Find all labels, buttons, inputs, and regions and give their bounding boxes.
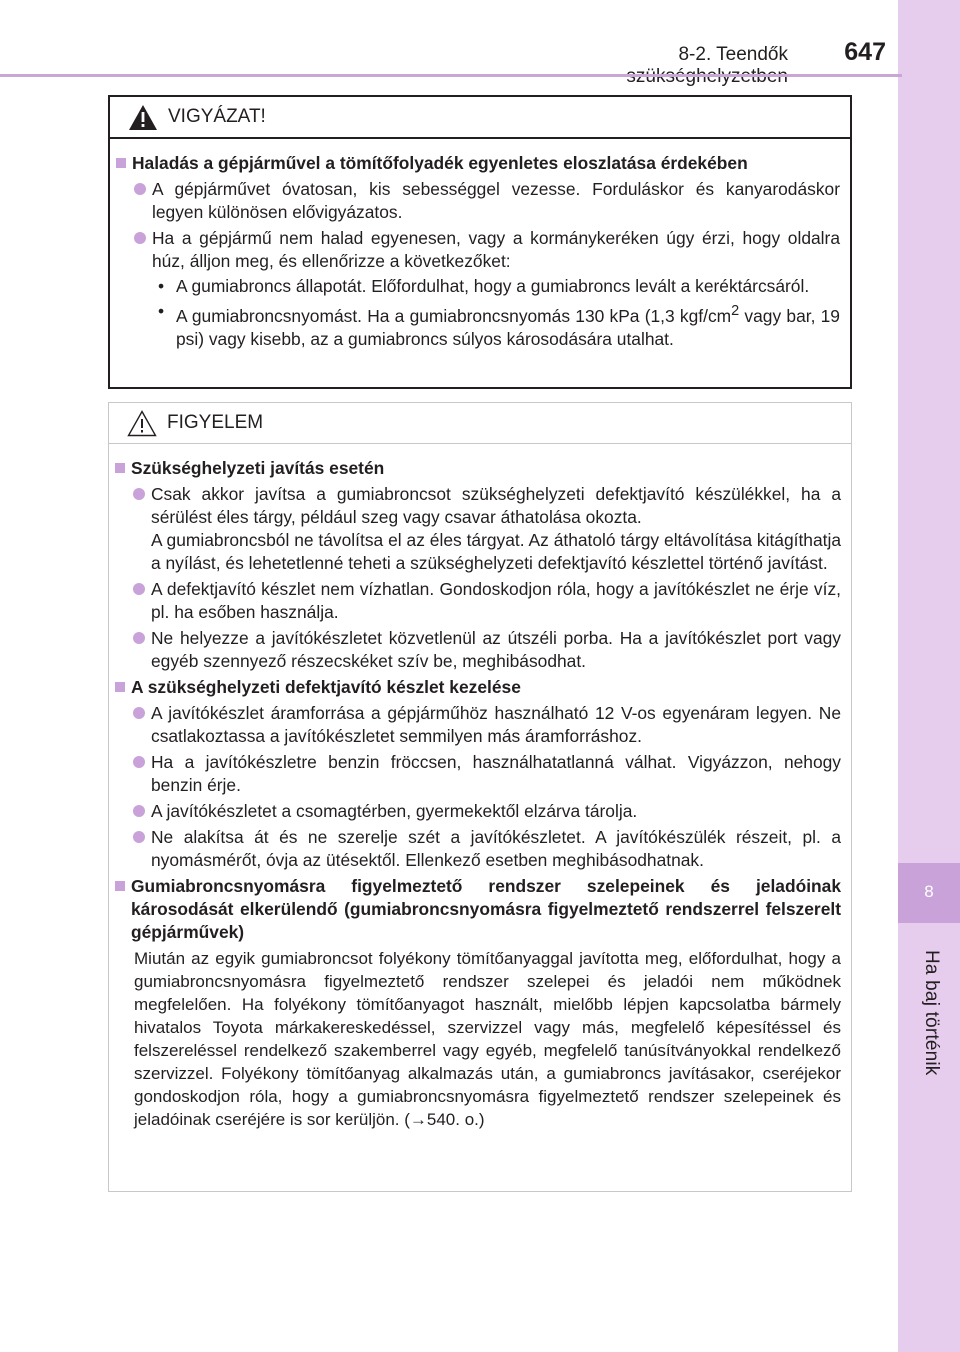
list-item: Ha a gépjármű nem halad egyenesen, vagy a kormánykeréken úgy érzi, hogy oldalra húz, álljon meg, és ellenőrizze a következőket: [116, 227, 840, 273]
dot-bullet-icon [133, 707, 145, 719]
chapter-title: Ha baj történik [921, 950, 942, 1076]
caution-body [110, 139, 850, 351]
notice-box [108, 402, 852, 1192]
caution-header [110, 97, 850, 139]
dot-bullet-icon [133, 583, 145, 595]
warning-outline-icon [127, 410, 157, 437]
sub-list-item: • A gumiabroncsnyomást. Ha a gumiabroncsnyomás 130 kPa (1,3 kgf/$cm^2$ vagy bar, 19 psi) vagy kisebb, az a gumiabroncs súlyos károsodására utalhat. [158, 301, 840, 349]
dot-bullet-icon [134, 232, 146, 244]
notice-body [109, 444, 851, 1131]
dot-bullet-icon [133, 831, 145, 843]
dot-bullet-icon [133, 632, 145, 644]
notice-header [109, 403, 851, 444]
chapter-number-tab: 8 [898, 863, 960, 923]
list-item: A javítókészletet a csomagtérben, gyermekektől elzárva tárolja. [115, 800, 841, 823]
sub-list-item: • A gumiabroncs állapotát. Előfordulhat, hogy a gumiabroncs levált a keréktárcsáról. [158, 276, 810, 296]
list-item: A gépjárművet óvatosan, kis sebességgel vezesse. Forduláskor és kanyarodáskor legyen különösen elővigyázatos. [116, 178, 840, 224]
list-item: Ne alakítsa át és ne szerelje szét a javítókészletet. A javítókészülék részeit, pl. a nyomásmérőt, óvja az ütésektől. Ellenkező esetben meghibásodhatnak. [115, 826, 841, 872]
paragraph: Miután az egyik gumiabroncsot folyékony tömítőanyaggal javította meg, előfordulhat, hogy a gumiabroncsnyomásra figyelmeztető rendszer szelepei és jeladói nem működnek megfelelően. Ha folyékony tömítőanyagot használt, mielőbb lépjen kapcsolatba bármely hivatalos Toyota márkakereskedéssel, szervizzel vagy más, megfelelő képesítéssel és felszereléssel rendelkező szakemberrel vagy egyéb, megfelelő tanúsítványokkal rendelkező szervizzel. Folyékony tömítőanyag alkalmazás után, a gumiabroncs javításakor, cseréjekor gondoskodjon róla, hogy a gumiabroncsnyomásra figyelmeztető rendszer szelepeinek és jeladóinak cseréjére is sor kerüljön. (→540. o.) [134, 949, 841, 1129]
list-item: Ne helyezze a javítókészletet közvetlenül az útszéli porba. Ha a javítókészlet port vagy egyéb szennyező részecskéket szív be, meghibásodhat. [115, 627, 841, 673]
caution-title: VIGYÁZAT! [168, 106, 266, 127]
list-item: Csak akkor javítsa a gumiabroncsot szükséghelyzeti defektjavító készülékkel, ha a sérülést éles tárgy, például szeg vagy csavar áthatolása okozta. A gumiabroncsból ne távolítsa el az éles tárgyat. Az áthatoló tárgy eltávolítása kitágíthatja a nyílást, és lehetetlenné teheti a szükséghelyzeti defektjavító készlettel történő javítást. [115, 483, 841, 575]
small-bullet-icon: • [158, 301, 165, 321]
section-heading: Gumiabroncsnyomásra figyelmeztető rendszer szelepeinek és jeladóinak károsodását elkerülendő (gumiabroncsnyomásra figyelmeztető rendszerrel felszerelt gépjárművek) [115, 875, 841, 944]
square-bullet-icon [115, 881, 125, 891]
notice-title: FIGYELEM [167, 412, 264, 433]
square-bullet-icon [115, 463, 125, 473]
square-bullet-icon [115, 682, 125, 692]
dot-bullet-icon [133, 805, 145, 817]
list-item: Ha a javítókészletre benzin fröccsen, használhatatlanná válhat. Vigyázzon, nehogy benzin érje. [115, 751, 841, 797]
warning-icon [128, 104, 158, 131]
section-heading: Haladás a gépjárművel a tömítőfolyadék egyenletes eloszlatása érdekében [116, 152, 840, 175]
chapter-side-tab [898, 0, 960, 1352]
dot-bullet-icon [133, 488, 145, 500]
caution-box [108, 95, 852, 389]
page-number: 647 [844, 38, 886, 66]
square-bullet-icon [116, 158, 126, 168]
dot-bullet-icon [133, 756, 145, 768]
dot-bullet-icon [134, 183, 146, 195]
section-title: 8-2. Teendők [678, 44, 788, 65]
header-divider [0, 74, 902, 77]
section-heading: Szükséghelyzeti javítás esetén [115, 457, 841, 480]
small-bullet-icon: • [158, 276, 165, 296]
list-item: A javítókészlet áramforrása a gépjárműhöz használható 12 V-os egyenáram legyen. Ne csatlakoztassa a javítókészletet semmilyen más áramforráshoz. [115, 702, 841, 748]
section-heading: A szükséghelyzeti defektjavító készlet kezelése [115, 676, 841, 699]
list-item: A defektjavító készlet nem vízhatlan. Gondoskodjon róla, hogy a javítókészlet ne érje víz, pl. ha esőben használja. [115, 578, 841, 624]
